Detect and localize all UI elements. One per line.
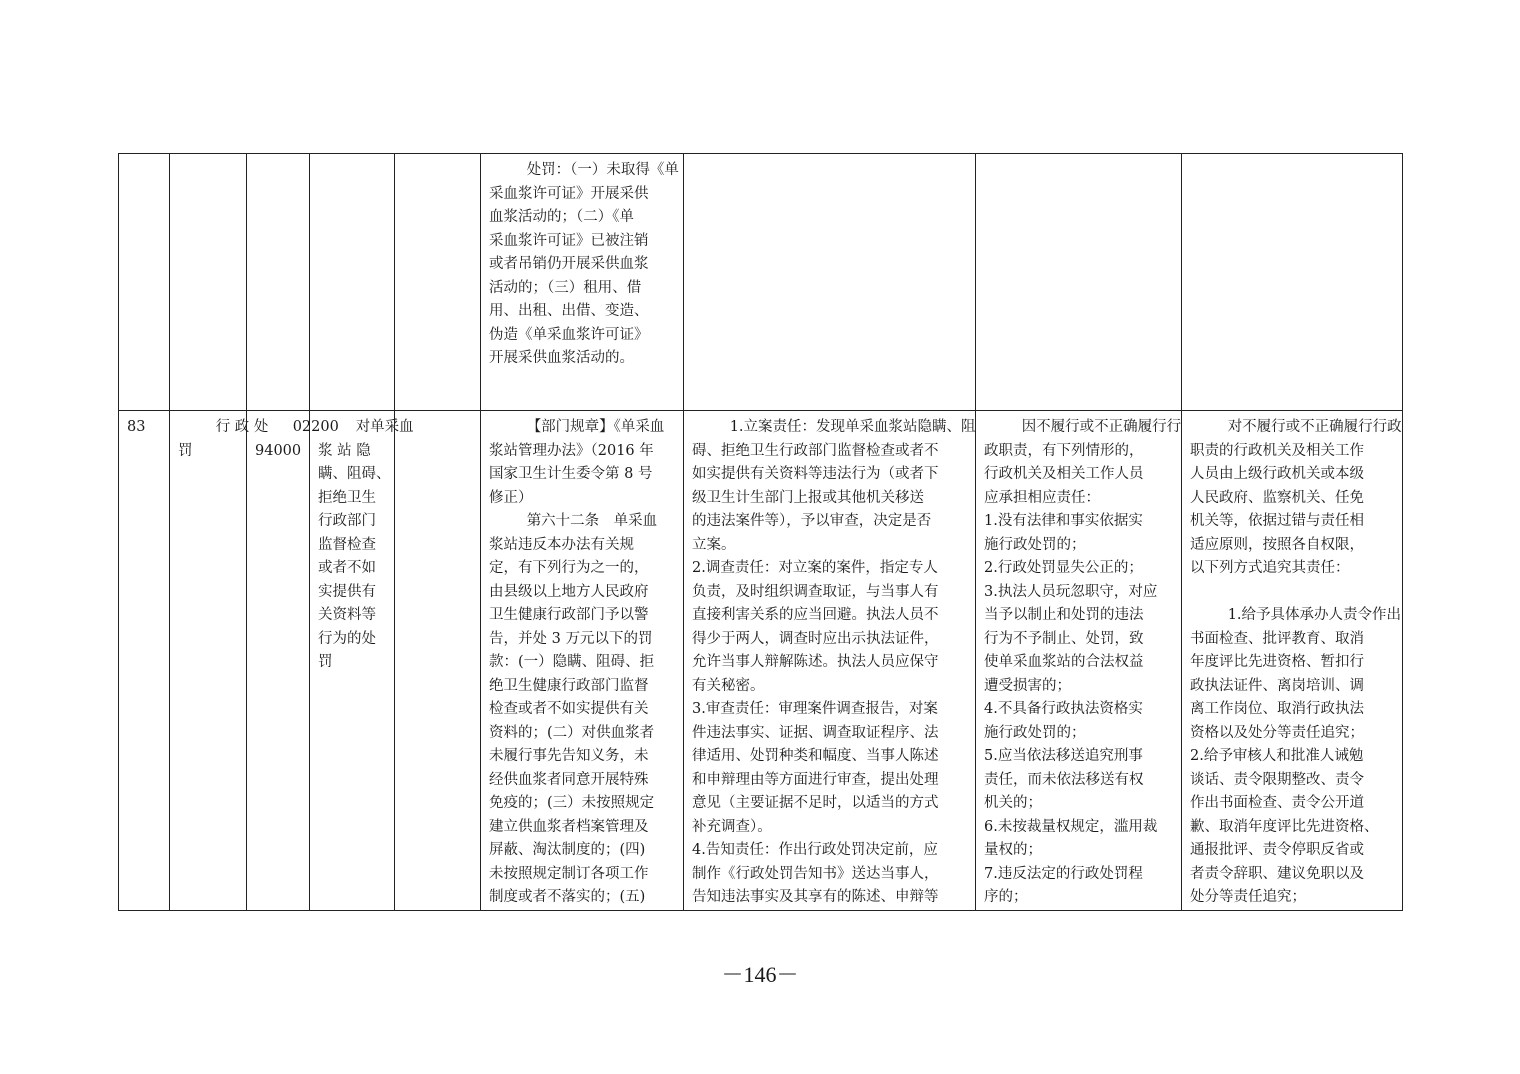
text-line: 行为不予制止、处罚，致 <box>984 630 1144 647</box>
text-line: 国家卫生计生委令第 8 号 <box>489 466 653 482</box>
cell-seq <box>119 411 170 911</box>
text-line: 资料的；(二）对供血浆者 <box>489 724 655 741</box>
text-line: 制度或者不落实的；(五) <box>489 889 646 905</box>
text-line: 拒绝卫生 <box>318 489 376 506</box>
text-line: 补充调查）。 <box>692 818 772 835</box>
text-line: 行为的处 <box>318 630 376 647</box>
text-line: 谈话、责令限期整改、责令 <box>1190 771 1364 788</box>
text-line: 得少于两人，调查时应出示执法证件， <box>692 630 939 647</box>
text-line: 或者不如 <box>318 560 376 576</box>
text-line: 监督检查 <box>318 536 376 553</box>
text-line: 适应原则，按照各自权限， <box>1190 536 1364 553</box>
text-line: 浆 站 隐 <box>318 442 371 459</box>
text-line: 绝卫生健康行政部门监督 <box>489 677 649 694</box>
text-line: 年度评比先进资格、暂扣行 <box>1190 654 1364 670</box>
text-line: 实提供有 <box>318 583 376 600</box>
text-line: 检查或者不如实提供有关 <box>489 701 649 717</box>
text-line: 2.给予审核人和批准人诫勉 <box>1190 748 1364 764</box>
text-line: 和申辩理由等方面进行审查，提出处理 <box>692 771 939 788</box>
text-line: 未履行事先告知义务，未 <box>489 748 649 764</box>
cell-duty <box>684 154 976 411</box>
cell-type <box>170 411 269 911</box>
text-line: 制作《行政处罚告知书》送达当事人， <box>692 865 939 882</box>
text-line: 血浆活动的；（二）《单 <box>489 209 634 225</box>
text-line: 立案。 <box>692 536 736 553</box>
seq-number: 83 <box>127 419 146 435</box>
text-line: 采血浆许可证》已被注销 <box>489 232 649 249</box>
text-line: 人民政府、监察机关、任免 <box>1190 489 1364 506</box>
cell-basis <box>481 154 684 411</box>
text-line: 的违法案件等），予以审查，决定是否 <box>692 513 932 529</box>
text-line: 3.审查责任：审理案件调查报告，对案 <box>692 701 938 717</box>
text-line: 1.没有法律和事实依据实 <box>984 513 1143 529</box>
text-line: 律适用、处罚种类和幅度、当事人陈述 <box>692 748 939 764</box>
text-line: 应承担相应责任： <box>984 489 1100 506</box>
text-line: 1.立案责任：发现单采血浆站隐瞒、阻 <box>729 419 976 435</box>
text-line: 处罚：（一）未取得《单 <box>526 162 679 178</box>
text-line: 关资料等 <box>318 607 376 623</box>
text-line: 意见（主要证据不足时，以适当的方式 <box>692 795 939 811</box>
text-line: 机关等，依据过错与责任相 <box>1190 513 1364 529</box>
text-line: 免疫的；(三）未按照规定 <box>489 795 655 811</box>
text-line: 活动的；（三）租用、借 <box>489 279 642 296</box>
paragraph-gap <box>1190 581 1394 605</box>
cell-seq <box>119 154 170 411</box>
text-line: 2.行政处罚显失公正的； <box>984 560 1143 576</box>
text-line: 歉、取消年度评比先进资格、 <box>1190 818 1379 835</box>
text-line: 用、出租、出借、变造、 <box>489 303 649 319</box>
text-line: 碍、拒绝卫生行政部门监督检查或者不 <box>692 442 939 459</box>
text-line: 02200 <box>292 419 339 435</box>
text-line: 对单采血 <box>355 419 414 435</box>
cell-code <box>247 154 310 411</box>
cell-basis <box>481 411 684 911</box>
text-line: 经供血浆者同意开展特殊 <box>489 771 649 788</box>
text-line: 开展采供血浆活动的。 <box>489 350 634 366</box>
cell-liability <box>976 154 1182 411</box>
text-line: 未按照规定制订各项工作 <box>489 865 649 882</box>
text-line: 94000 <box>255 442 302 459</box>
accountability-measures <box>1190 604 1402 910</box>
text-line: 资格以及处分等责任追究； <box>1190 724 1364 741</box>
text-line: 序的； <box>984 889 1028 905</box>
cell-name <box>310 154 395 411</box>
text-line: 以下列方式追究其责任： <box>1190 560 1350 576</box>
cell-type <box>170 154 247 411</box>
accountability-intro <box>1190 416 1402 581</box>
text-line: 有关秘密。 <box>692 677 765 694</box>
text-line: 5.应当依法移送追究刑事 <box>984 748 1143 764</box>
text-line: 罚 <box>318 654 333 670</box>
text-line: 如实提供有关资料等违法行为（或者下 <box>692 466 939 482</box>
text-line: 罚 <box>178 442 193 459</box>
cell-subitem <box>395 411 481 911</box>
text-line: 第六十二条 单采血 <box>526 513 658 529</box>
text-line: 6.未按裁量权规定，滥用裁 <box>984 818 1158 835</box>
text-line: 告知违法事实及其享有的陈述、申辩等 <box>692 889 939 905</box>
text-line: 对不履行或不正确履行行政 <box>1227 419 1402 435</box>
text-line: 施行政处罚的； <box>984 536 1086 553</box>
text-line: 书面检查、批评教育、取消 <box>1190 630 1364 647</box>
text-line: 建立供血浆者档案管理及 <box>489 818 649 835</box>
text-line: 定，有下列行为之一的， <box>489 560 649 576</box>
text-line: 卫生健康行政部门予以警 <box>489 607 649 623</box>
text-line: 【部门规章】《单采血 <box>526 419 665 435</box>
text-line: 4.告知责任：作出行政处罚决定前，应 <box>692 842 938 858</box>
cell-name <box>310 411 414 911</box>
text-line: 浆站违反本办法有关规 <box>489 536 634 553</box>
text-line: 行 政 处 <box>215 419 269 435</box>
text-line: 政执法证件、离岗培训、调 <box>1190 677 1364 694</box>
text-line: 责任，而未依法移送有权 <box>984 771 1144 788</box>
text-line: 遭受损害的； <box>984 677 1071 694</box>
text-line: 1.给予具体承办人责令作出 <box>1227 607 1402 623</box>
text-line: 屏蔽、淘汰制度的；(四) <box>489 842 646 858</box>
text-line: 作出书面检查、责令公开道 <box>1190 795 1364 811</box>
text-line: 直接利害关系的应当回避。执法人员不 <box>692 607 939 623</box>
cell-code <box>247 411 339 911</box>
text-line: 职责的行政机关及相关工作 <box>1190 442 1364 459</box>
text-line: 负责，及时组织调查取证，与当事人有 <box>692 583 939 600</box>
cell-accountability <box>1182 411 1403 911</box>
text-line: 者责令辞职、建议免职以及 <box>1190 865 1364 882</box>
cell-accountability <box>1182 154 1403 411</box>
text-line: 当予以制止和处罚的违法 <box>984 607 1144 623</box>
text-line: 政职责，有下列情形的， <box>984 442 1144 459</box>
text-line: 量权的； <box>984 842 1042 858</box>
text-line: 施行政处罚的； <box>984 724 1086 741</box>
text-line: 4.不具备行政执法资格实 <box>984 701 1143 717</box>
text-line: 行政部门 <box>318 513 376 529</box>
text-line: 人员由上级行政机关或本级 <box>1190 466 1364 482</box>
text-line: 由县级以上地方人民政府 <box>489 583 649 600</box>
text-line: 伪造《单采血浆许可证》 <box>489 326 649 343</box>
text-line: 处分等责任追究； <box>1190 889 1306 905</box>
text-line: 瞒、阻碍、 <box>318 466 391 482</box>
cell-duty <box>684 411 976 911</box>
text-line: 采血浆许可证》开展采供 <box>489 185 649 202</box>
text-line: 款：(一）隐瞒、阻碍、拒 <box>489 654 655 670</box>
text-line: 修正） <box>489 489 533 506</box>
text-line: 或者吊销仍开展采供血浆 <box>489 256 649 272</box>
text-line: 因不履行或不正确履行行 <box>1021 419 1182 435</box>
table-row-83 <box>119 411 1403 911</box>
text-line: 7.违反法定的行政处罚程 <box>984 865 1143 882</box>
text-line: 行政机关及相关工作人员 <box>984 466 1144 482</box>
text-line: 允许当事人辩解陈述。执法人员应保守 <box>692 654 939 670</box>
text-line: 告，并处 3 万元以下的罚 <box>489 630 653 647</box>
text-line: 3.执法人员玩忽职守，对应 <box>984 583 1158 600</box>
powers-table <box>118 153 1403 911</box>
text-line: 机关的； <box>984 795 1042 811</box>
text-line: 件违法事实、证据、调查取证程序、法 <box>692 724 939 741</box>
text-line: 浆站管理办法》（2016 年 <box>489 442 654 459</box>
text-line: 使单采血浆站的合法权益 <box>984 654 1144 670</box>
page-number: －146－ <box>721 962 799 987</box>
text-line: 级卫生计生部门上报或其他机关移送 <box>692 489 924 506</box>
cell-liability <box>976 411 1182 911</box>
cell-subitem <box>395 154 481 411</box>
table-row-continued <box>119 154 1403 411</box>
text-line: 通报批评、责令停职反省或 <box>1190 842 1364 858</box>
text-line: 2.调查责任：对立案的案件，指定专人 <box>692 560 938 576</box>
text-line: 离工作岗位、取消行政执法 <box>1190 701 1364 717</box>
